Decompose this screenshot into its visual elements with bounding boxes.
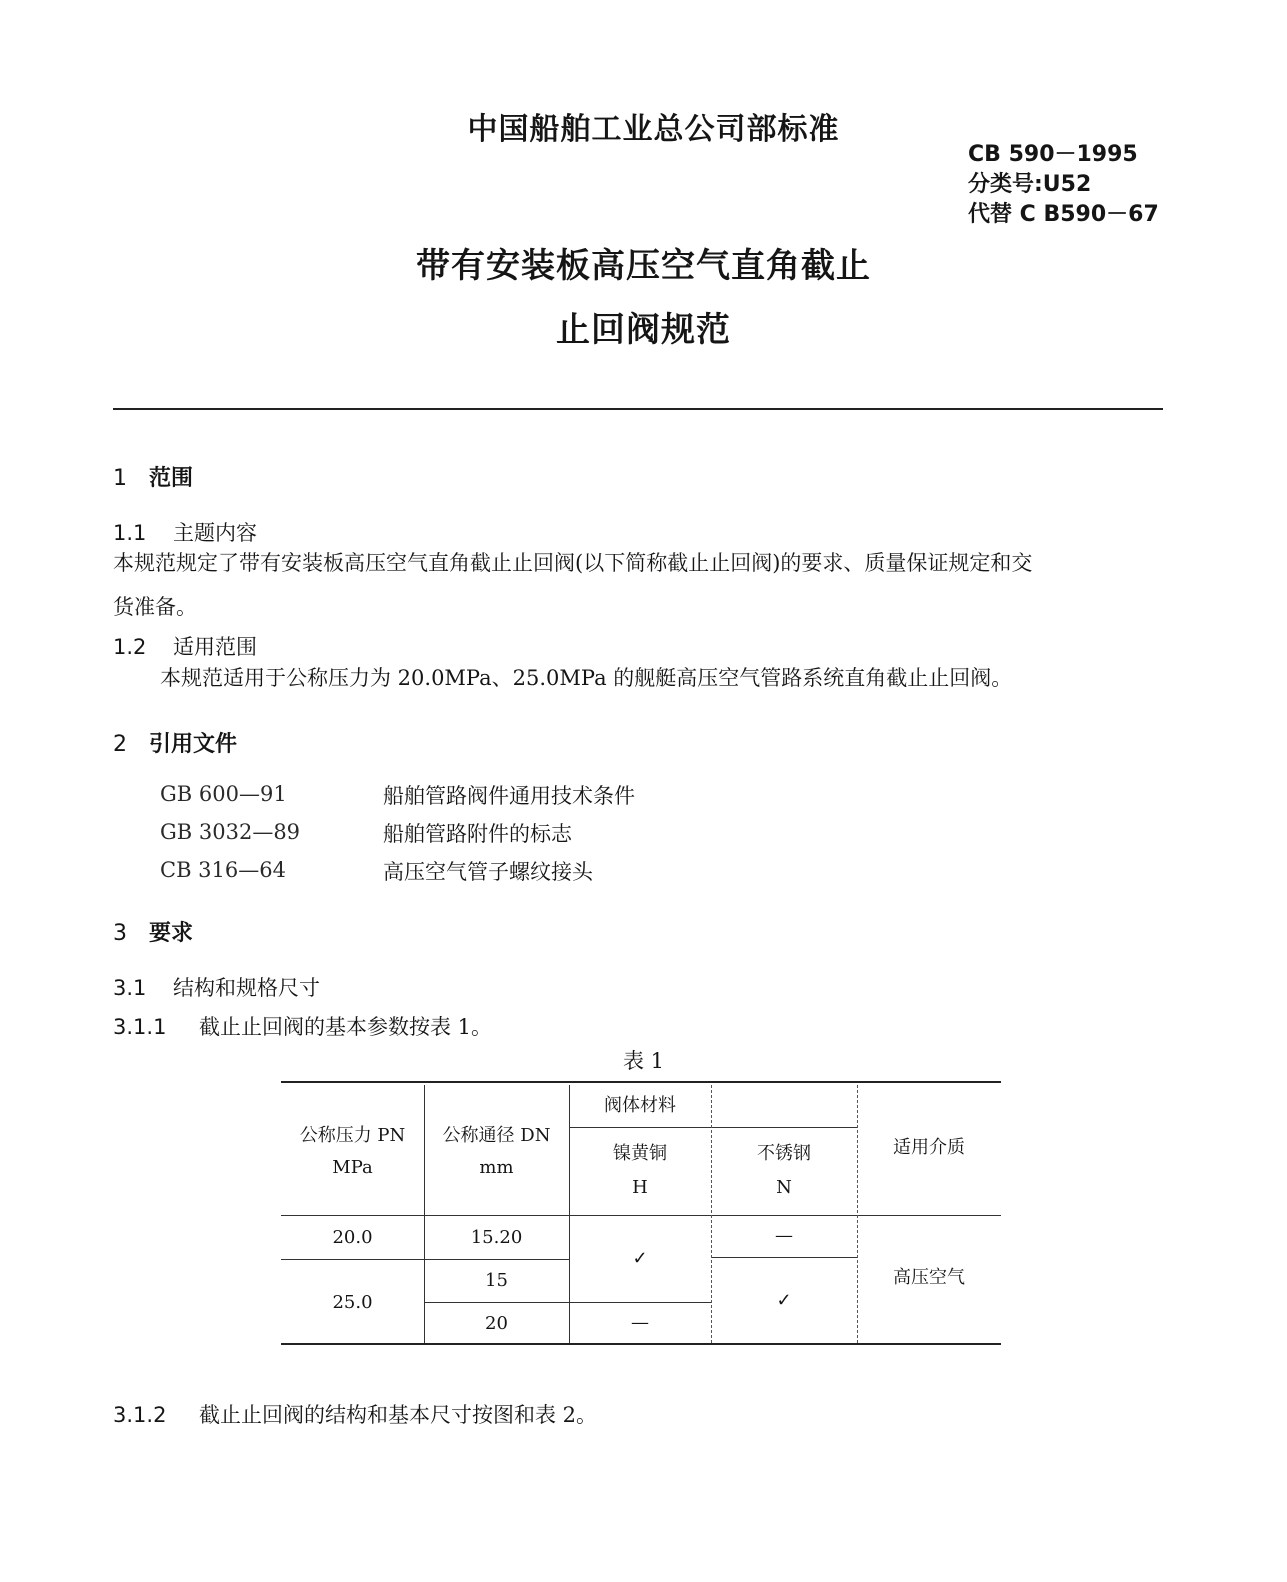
section-1-1-text-line2: 货准备。 bbox=[113, 595, 197, 619]
title-divider bbox=[113, 408, 1163, 410]
section-3-1-1-paragraph bbox=[113, 1011, 492, 1041]
reference-name: 高压空气管子螺纹接头 bbox=[383, 860, 593, 884]
cell-check-h: ✓ bbox=[632, 1248, 648, 1269]
section-3-1-heading bbox=[113, 972, 320, 1002]
cell-dash-n: — bbox=[775, 1225, 793, 1246]
table-line bbox=[711, 1257, 857, 1258]
reference-code: GB 3032—89 bbox=[160, 820, 301, 844]
reference-name: 船舶管路阀件通用技术条件 bbox=[383, 784, 635, 808]
cell-pn-20: 20.0 bbox=[332, 1227, 373, 1248]
table-line bbox=[281, 1259, 424, 1260]
section-title: 范围 bbox=[149, 466, 194, 491]
section-title: 要求 bbox=[149, 921, 194, 946]
table-bottom-border bbox=[281, 1343, 1001, 1345]
section-number: 3 bbox=[113, 921, 127, 946]
section-title: 主题内容 bbox=[173, 521, 257, 545]
cell-pn-25: 25.0 bbox=[332, 1292, 373, 1313]
table-line bbox=[569, 1127, 857, 1128]
section-3-1-2-paragraph bbox=[113, 1399, 597, 1429]
section-number: 3.1 bbox=[113, 976, 147, 1000]
parameters-table bbox=[281, 1081, 1001, 1345]
header-nickel-brass-code: H bbox=[632, 1177, 648, 1198]
section-1-2-heading bbox=[113, 631, 257, 661]
document-title-line2: 止回阀规范 bbox=[556, 310, 731, 350]
paragraph-text: 截止止回阀的结构和基本尺寸按图和表 2。 bbox=[199, 1403, 598, 1427]
section-title: 结构和规格尺寸 bbox=[173, 976, 320, 1000]
header-pn: 公称压力 PN bbox=[299, 1125, 406, 1146]
section-1-2-text: 本规范适用于公称压力为 20.0MPa、25.0MPa 的舰艇高压空气管路系统直角截止止回阀。 bbox=[160, 666, 1013, 690]
standard-number: CB 590－1995 bbox=[968, 142, 1138, 167]
cell-medium: 高压空气 bbox=[893, 1267, 965, 1288]
cell-dn-15: 15 bbox=[485, 1270, 508, 1291]
header-body-material: 阀体材料 bbox=[604, 1095, 676, 1116]
section-2-heading bbox=[113, 727, 237, 758]
header-nickel-brass: 镍黄铜 bbox=[613, 1143, 667, 1164]
classification-number: 分类号:U52 bbox=[968, 172, 1092, 197]
reference-name: 船舶管路附件的标志 bbox=[383, 822, 572, 846]
table-line bbox=[424, 1259, 569, 1260]
section-1-heading bbox=[113, 461, 193, 492]
table-line bbox=[569, 1085, 570, 1343]
cell-check-n: ✓ bbox=[776, 1290, 792, 1311]
section-number: 2 bbox=[113, 732, 127, 757]
section-3-heading bbox=[113, 916, 193, 947]
table-top-border bbox=[281, 1081, 1001, 1083]
organization-title: 中国船舶工业总公司部标准 bbox=[467, 112, 840, 147]
cell-dn-20: 20 bbox=[485, 1313, 508, 1334]
section-number: 1 bbox=[113, 466, 127, 491]
section-title: 引用文件 bbox=[149, 732, 238, 757]
section-1-1-text-line1: 本规范规定了带有安装板高压空气直角截止止回阀(以下简称截止止回阀)的要求、质量保证规定和交 bbox=[113, 551, 1033, 575]
section-number: 3.1.1 bbox=[113, 1015, 167, 1039]
reference-code: GB 600—91 bbox=[160, 782, 287, 806]
cell-dash-h: — bbox=[631, 1312, 649, 1333]
table-line bbox=[857, 1085, 858, 1343]
section-number: 1.2 bbox=[113, 635, 147, 659]
table-caption: 表 1 bbox=[622, 1049, 665, 1073]
table-line bbox=[424, 1302, 711, 1303]
document-title-line1: 带有安装板高压空气直角截止 bbox=[416, 246, 871, 286]
header-stainless-steel-code: N bbox=[776, 1177, 792, 1198]
header-dn: 公称通径 DN bbox=[442, 1125, 551, 1146]
header-dn-unit: mm bbox=[479, 1157, 514, 1178]
replaces-standard: 代替 C B590－67 bbox=[968, 202, 1159, 227]
header-medium: 适用介质 bbox=[893, 1137, 965, 1158]
section-number: 1.1 bbox=[113, 521, 147, 545]
header-stainless-steel: 不锈钢 bbox=[757, 1143, 811, 1164]
reference-code: CB 316—64 bbox=[160, 858, 286, 882]
paragraph-text: 截止止回阀的基本参数按表 1。 bbox=[199, 1015, 493, 1039]
header-pn-unit: MPa bbox=[332, 1157, 373, 1178]
cell-dn-15-20: 15.20 bbox=[470, 1227, 523, 1248]
section-1-1-heading bbox=[113, 517, 257, 547]
section-number: 3.1.2 bbox=[113, 1403, 167, 1427]
table-header-bottom bbox=[281, 1215, 1001, 1216]
standard-info bbox=[968, 140, 1159, 230]
section-title: 适用范围 bbox=[173, 635, 257, 659]
